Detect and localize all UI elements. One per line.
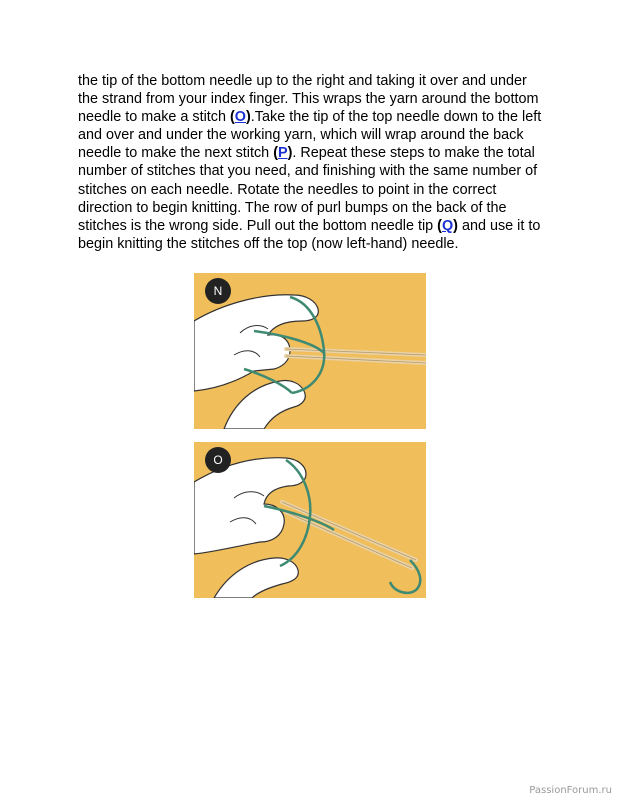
figure-n-illustration [194,273,426,429]
text-segment: and use it to begin knitting the stitches off the top (now left-hand) needle. [78,217,541,252]
figure-link-o[interactable]: O [234,109,246,126]
text-segment: the tip of the bottom needle up to the right and taking it over and under the strand from your index finger. This wraps the yarn around the bottom needle to make a stitch [78,73,539,126]
watermark: PassionForum.ru [529,785,612,796]
figure-link-p[interactable]: P [277,145,288,162]
figure-o-illustration [194,442,426,598]
text-segment: . Repeat these steps to make the total number of stitches that you need, and finishing with the same number of stitches on each needle. Rotate the needles to point in the correct direction to begin knitting. The row of purl bumps on the back of the stitches is the wrong side. Pull out the bottom needle tip [78,145,538,234]
figure-link-q[interactable]: Q [441,217,454,234]
figure-o-label: O [213,453,223,467]
figure-n [194,273,426,429]
figure-o [194,442,426,598]
figure-n-label: N [213,284,223,298]
text-segment: .Take the tip of the top needle down to the left and over and under the working yarn, which will wrap around the back needle to make the next stitch [78,109,542,162]
instruction-paragraph: the tip of the bottom needle up to the right and taking it over and under the strand from your index finger. This wraps the yarn around the bottom needle to make a stitch (O).Take the tip of the top needle down to the left and over and under the working yarn, which will wrap around the back needle to make the next stitch (P). Repeat these steps to make the total number of stitches that you need, and finishing with the same number of stitches on each needle. Rotate the needles to point in the correct direction to begin knitting. The row of purl bumps on the back of the stitches is the wrong side. Pull out the bottom needle tip (Q) and use it to begin knitting the stitches off the top (now left-hand) needle. [78,73,542,252]
